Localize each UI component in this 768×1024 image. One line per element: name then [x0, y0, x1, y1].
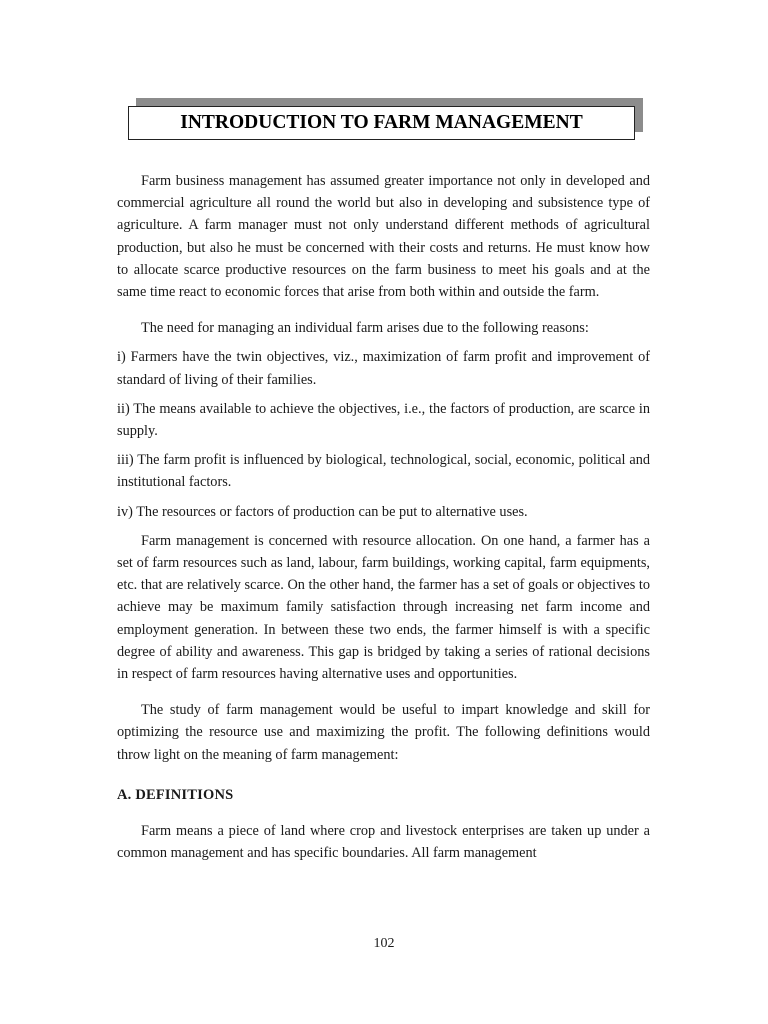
study-paragraph: The study of farm management would be useful to impart knowledge and skill for optimizing the resource use and maximizing the profit. The following definitions would throw light on the meaning of farm management:: [117, 702, 650, 763]
resource-allocation-paragraph: Farm management is concerned with resource allocation. On one hand, a farmer has a set of farm resources such as land, labour, farm buildings, working capital, farm equipments, etc. that are relatively scarce. On the other hand, the farmer has a set of goals or objectives to achieve may be maximum family satisfaction through increasing net farm income and employment generation. In between these two ends, the farmer himself is with a specific degree of ability and awareness. This gap is bridged by taking a series of rational decisions in respect of farm resources having alternative uses and opportunities.: [117, 532, 650, 683]
section-heading: A. DEFINITIONS: [117, 786, 234, 803]
need-paragraph: The need for managing an individual farm arises due to the following reasons:: [141, 320, 589, 337]
page-title: INTRODUCTION TO FARM MANAGEMENT: [180, 112, 583, 133]
body-text: [117, 170, 650, 864]
reason-item: ii) The means available to achieve the objectives, i.e., the factors of production, are scarce in supply.: [117, 400, 650, 440]
title-banner: [128, 98, 643, 140]
reason-item: iii) The farm profit is influenced by biological, technological, social, economic, political and institutional factors.: [117, 452, 650, 491]
page-number: 102: [373, 936, 395, 951]
farm-definition-paragraph: Farm means a piece of land where crop and livestock enterprises are taken up under a common management and has specific boundaries. All farm management: [117, 823, 650, 862]
title-box: [128, 106, 635, 140]
reason-item: iv) The resources or factors of production can be put to alternative uses.: [117, 503, 528, 520]
reason-item: i) Farmers have the twin objectives, viz., maximization of farm profit and improvement of standard of living of their families.: [117, 349, 650, 388]
intro-paragraph: Farm business management has assumed greater importance not only in developed and commercial agriculture all round the world but also in developing and subsistence type of agriculture. A farm manager must not only understand different methods of agricultural production, but also he must be concerned with their costs and returns. He must know how to allocate scarce productive resources on the farm business to meet his goals and at the same time react to economic forces that arise from both within and outside the farm.: [117, 173, 650, 301]
